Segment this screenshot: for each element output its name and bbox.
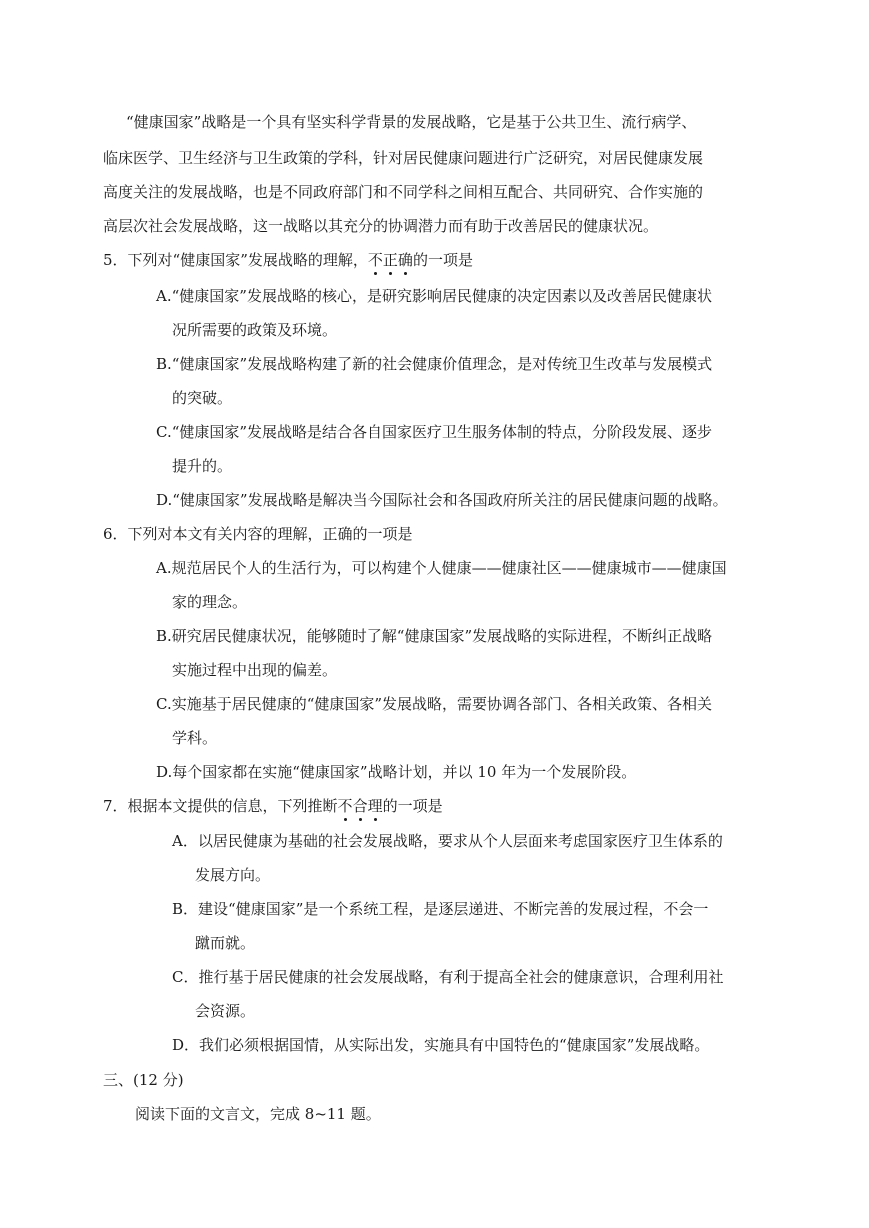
q7-option-c-line-1: C．推行基于居民健康的社会发展战略，有利于提高全社会的健康意识，合理利用社 [172,968,724,986]
passage-line-2: 临床医学、卫生经济与卫生政策的学科，针对居民健康问题进行广泛研究，对居民健康发展 [103,149,704,167]
emphasis-char: 不 [337,797,353,815]
question-7-stem-after: 的一项是 [382,797,443,815]
q5-option-c-line-1: C.“健康国家”发展战略是结合各自国家医疗卫生服务体制的特点，分阶段发展、逐步 [156,423,713,441]
passage-line-4: 高层次社会发展战略，这一战略以其充分的协调潜力而有助于改善居民的健康状况。 [103,217,659,235]
q6-option-c-line-1: C.实施基于居民健康的“健康国家”发展战略，需要协调各部门、各相关政策、各相关 [156,695,713,713]
emphasis-char: 正 [382,251,398,269]
q6-option-a-line-1: A.规范居民个人的生活行为，可以构建个人健康——健康社区——健康城市——健康国 [156,559,727,577]
q6-option-d-line-1: D.每个国家都在实施“健康国家”战略计划，并以 10 年为一个发展阶段。 [156,763,637,781]
section-3-heading: 三、(12 分) [103,1071,184,1089]
q5-option-b-line-2: 的突破。 [172,389,233,407]
section-3-instruction: 阅读下面的文言文，完成 8~11 题。 [135,1105,381,1123]
question-6-stem: 6．下列对本文有关内容的理解，正确的一项是 [103,525,413,543]
q6-option-a-line-2: 家的理念。 [172,593,248,611]
q7-option-c-line-2: 会资源。 [195,1002,256,1020]
q6-option-c-line-2: 学科。 [172,729,218,747]
q5-option-a-line-1: A.“健康国家”发展战略的核心，是研究影响居民健康的决定因素以及改善居民健康状 [156,287,712,305]
q5-option-c-line-2: 提升的。 [172,457,233,475]
q7-option-b-line-2: 蹴而就。 [195,934,256,952]
emphasis-char: 确 [397,251,413,269]
q5-option-a-line-2: 况所需要的政策及环境。 [172,321,338,339]
q5-option-d-line-1: D.“健康国家”发展战略是解决当今国际社会和各国政府所关注的居民健康问题的战略。 [156,491,728,509]
q7-option-b-line-1: B．建设“健康国家”是一个系统工程，是逐层递进、不断完善的发展过程，不会一 [172,900,709,918]
question-5-stem [103,250,473,270]
q7-option-a-line-2: 发展方向。 [195,866,271,884]
emphasis-char: 理 [367,797,383,815]
question-7-stem-before: 7．根据本文提供的信息，下列推断 [103,797,338,815]
question-7-stem [103,796,443,816]
q5-option-b-line-1: B.“健康国家”发展战略构建了新的社会健康价值理念，是对传统卫生改革与发展模式 [156,355,713,373]
q7-option-a-line-1: A．以居民健康为基础的社会发展战略，要求从个人层面来考虑国家医疗卫生体系的 [172,832,723,850]
q7-option-d-line-1: D．我们必须根据国情，从实际出发，实施具有中国特色的“健康国家”发展战略。 [172,1036,710,1054]
passage-line-1: “健康国家”战略是一个具有坚实科学背景的发展战略，它是基于公共卫生、流行病学、 [126,113,697,131]
emphasis-char: 不 [367,251,383,269]
question-5-stem-before: 5．下列对“健康国家”发展战略的理解， [103,251,368,269]
question-5-stem-after: 的一项是 [412,251,473,269]
emphasis-char: 合 [352,797,368,815]
passage-line-3: 高度关注的发展战略，也是不同政府部门和不同学科之间相互配合、共同研究、合作实施的 [103,183,704,201]
q6-option-b-line-2: 实施过程中出现的偏差。 [172,661,338,679]
q6-option-b-line-1: B.研究居民健康状况，能够随时了解“健康国家”发展战略的实际进程，不断纠正战略 [156,627,713,645]
